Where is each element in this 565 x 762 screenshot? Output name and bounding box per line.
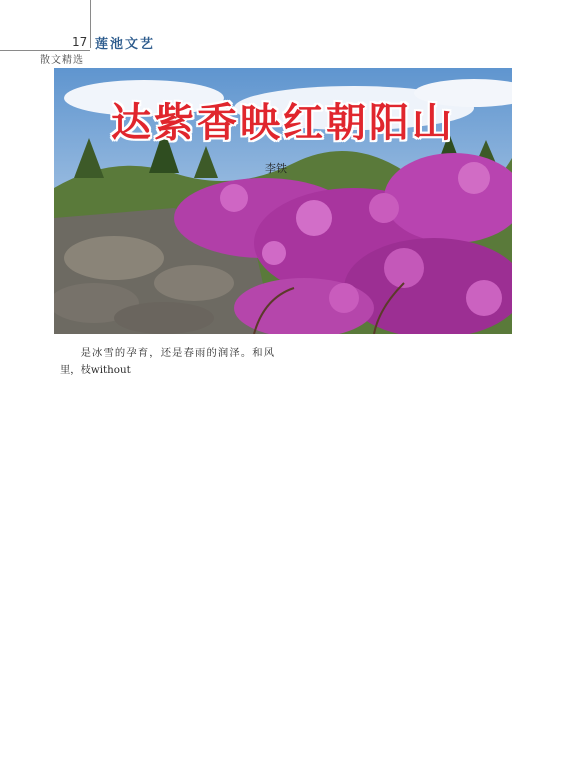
section-label: 散文精选: [40, 55, 84, 66]
magazine-name: 莲池文艺: [95, 37, 156, 52]
header-divider-vertical: [90, 0, 91, 48]
article-column-left: [60, 345, 274, 379]
page-number: 17: [72, 35, 88, 49]
paragraph: 是冰雪的孕育，还是春雨的润泽。和风里，枝without: [60, 347, 274, 376]
article-title: 达紫香映红朝阳山: [111, 100, 455, 146]
article-author: 李铁: [265, 162, 287, 175]
